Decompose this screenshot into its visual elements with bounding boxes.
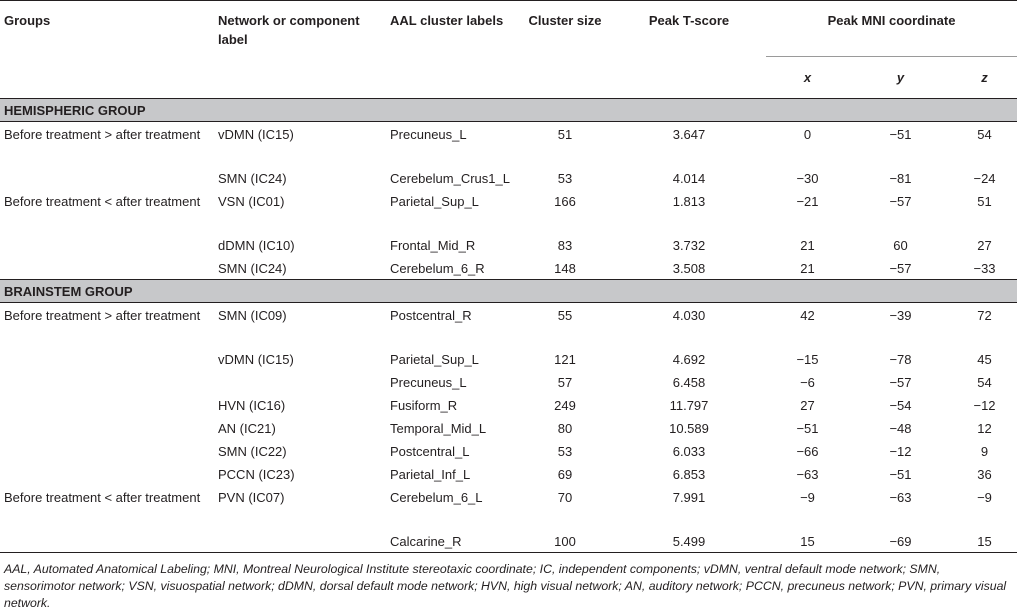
x-cell: 21	[800, 261, 815, 276]
header-peak-t-score: Peak T-score	[648, 13, 730, 28]
x-cell: 21	[800, 238, 815, 253]
z-cell: −33	[973, 261, 996, 276]
aal-cell: Cerebelum_6_L	[390, 490, 483, 505]
network-cell	[214, 529, 386, 553]
x-cell: −15	[796, 352, 819, 367]
header-x: x	[766, 57, 849, 99]
group-cell	[0, 439, 214, 462]
header-network: Network or component label	[218, 13, 360, 47]
y-cell: −12	[889, 444, 912, 459]
peak-t-cell: 1.813	[672, 194, 706, 209]
peak-t-cell: 5.499	[612, 529, 766, 553]
section-header-row	[0, 99, 1017, 122]
cluster-size-cell: 70	[557, 490, 573, 505]
section-title: BRAINSTEM GROUP	[0, 280, 1017, 303]
network-cell: SMN (IC22)	[218, 444, 287, 459]
cluster-size-cell: 51	[557, 127, 573, 142]
table-row	[0, 529, 1017, 553]
aal-cell: Precuneus_L	[390, 127, 467, 142]
y-cell: −51	[889, 467, 912, 482]
cluster-size-cell: 57	[557, 375, 573, 390]
z-cell: −12	[973, 398, 996, 413]
network-cell: SMN (IC09)	[218, 308, 287, 323]
z-cell: 45	[977, 352, 992, 367]
y-cell: −57	[889, 375, 912, 390]
z-cell: 72	[977, 308, 992, 323]
x-cell: −30	[796, 171, 819, 186]
group-cell	[0, 233, 214, 256]
cluster-size-cell: 69	[557, 467, 573, 482]
cluster-size-cell: 100	[518, 529, 612, 553]
header-groups: Groups	[4, 13, 51, 28]
network-cell: SMN (IC24)	[218, 261, 287, 276]
x-cell: −51	[796, 421, 819, 436]
cluster-size-cell: 148	[554, 261, 576, 276]
y-cell: −63	[889, 490, 912, 505]
peak-t-cell: 10.589	[669, 421, 709, 436]
peak-t-cell: 3.508	[672, 261, 706, 276]
z-cell: 12	[977, 421, 992, 436]
x-cell: −21	[796, 194, 819, 209]
x-cell: −63	[796, 467, 819, 482]
group-cell: Before treatment > after treatment	[4, 308, 201, 323]
aal-cell: Temporal_Mid_L	[390, 421, 487, 436]
x-cell: 0	[803, 127, 812, 142]
header-y: y	[849, 57, 952, 99]
peak-t-cell: 3.732	[672, 238, 706, 253]
network-cell: VSN (IC01)	[218, 194, 285, 209]
y-cell: −54	[889, 398, 912, 413]
table-row	[0, 233, 1017, 256]
z-cell: −24	[973, 171, 996, 186]
cluster-size-cell: 83	[557, 238, 573, 253]
section-title: HEMISPHERIC GROUP	[0, 99, 1017, 122]
section-header-row	[0, 280, 1017, 303]
table-row	[0, 347, 1017, 370]
network-cell	[214, 370, 386, 393]
table-row	[0, 122, 1017, 167]
y-cell: −48	[889, 421, 912, 436]
table-footnote: AAL, Automated Anatomical Labeling; MNI, Montreal Neurological Institute stereotaxic coordinate; IC, independent components; vDMN, ventral default mode network; SMN, sensorimotor network; VSN, visuospatial network; dDMN, dorsal default mode network; HVN, high visual network; AN, auditory network; PCCN, precuneus network; PVN, primary visual network.	[4, 562, 1007, 610]
z-cell: 9	[980, 444, 989, 459]
aal-cell: Parietal_Sup_L	[390, 194, 479, 209]
y-cell: −39	[889, 308, 912, 323]
z-cell: 15	[952, 529, 1017, 553]
cluster-size-cell: 53	[557, 171, 573, 186]
header-row	[0, 1, 1017, 57]
table-row	[0, 166, 1017, 189]
z-cell: 54	[977, 127, 992, 142]
y-cell: −57	[889, 261, 912, 276]
cluster-size-cell: 80	[557, 421, 573, 436]
aal-cell: Postcentral_R	[390, 308, 472, 323]
x-cell: −6	[800, 375, 815, 390]
z-cell: 54	[977, 375, 992, 390]
z-cell: 51	[977, 194, 992, 209]
aal-cell: Calcarine_R	[386, 529, 518, 553]
table-row	[0, 303, 1017, 348]
network-cell: PCCN (IC23)	[218, 467, 295, 482]
table-row	[0, 462, 1017, 485]
peak-t-cell: 6.458	[672, 375, 706, 390]
network-cell: vDMN (IC15)	[218, 352, 294, 367]
aal-cell: Parietal_Sup_L	[390, 352, 479, 367]
peak-t-cell: 7.991	[672, 490, 706, 505]
group-cell	[0, 416, 214, 439]
table-row	[0, 189, 1017, 233]
peak-t-cell: 6.853	[672, 467, 706, 482]
y-cell: −57	[889, 194, 912, 209]
z-cell: 27	[977, 238, 992, 253]
group-cell	[0, 166, 214, 189]
header-aal: AAL cluster labels	[390, 13, 504, 28]
header-cluster-size: Cluster size	[528, 13, 602, 28]
group-cell	[0, 462, 214, 485]
x-cell: 42	[800, 308, 815, 323]
network-cell: dDMN (IC10)	[218, 238, 295, 253]
network-cell: SMN (IC24)	[218, 171, 287, 186]
x-cell: −66	[796, 444, 819, 459]
table-row	[0, 393, 1017, 416]
y-cell: −78	[889, 352, 912, 367]
y-cell: −51	[889, 127, 912, 142]
peak-t-cell: 4.692	[672, 352, 706, 367]
y-cell: −69	[849, 529, 952, 553]
network-cell: HVN (IC16)	[218, 398, 286, 413]
network-cell: AN (IC21)	[218, 421, 276, 436]
aal-cell: Cerebelum_6_R	[390, 261, 485, 276]
table-row	[0, 485, 1017, 529]
peak-t-cell: 4.014	[672, 171, 706, 186]
y-cell: −81	[889, 171, 912, 186]
results-table	[0, 1, 1017, 553]
cluster-size-cell: 53	[557, 444, 573, 459]
cluster-size-cell: 166	[554, 194, 576, 209]
cluster-size-cell: 121	[554, 352, 576, 367]
aal-cell: Parietal_Inf_L	[390, 467, 471, 482]
group-cell	[0, 347, 214, 370]
peak-t-cell: 3.647	[672, 127, 706, 142]
table-row	[0, 439, 1017, 462]
aal-cell: Fusiform_R	[390, 398, 458, 413]
x-cell: 15	[766, 529, 849, 553]
x-cell: 27	[800, 398, 815, 413]
group-cell: Before treatment < after treatment	[4, 194, 201, 209]
y-cell: 60	[893, 238, 908, 253]
cluster-size-cell: 55	[557, 308, 573, 323]
table-row	[0, 256, 1017, 280]
z-cell: 36	[977, 467, 992, 482]
header-z: z	[952, 57, 1017, 99]
network-cell: PVN (IC07)	[218, 490, 285, 505]
cluster-size-cell: 249	[554, 398, 576, 413]
z-cell: −9	[977, 490, 992, 505]
peak-t-cell: 11.797	[669, 398, 709, 413]
aal-cell: Frontal_Mid_R	[390, 238, 476, 253]
table-row	[0, 370, 1017, 393]
group-cell	[0, 529, 214, 553]
peak-t-cell: 4.030	[672, 308, 706, 323]
x-cell: −9	[800, 490, 815, 505]
header-peak-mni: Peak MNI coordinate	[766, 1, 1017, 57]
group-cell: Before treatment > after treatment	[4, 127, 201, 142]
group-cell: Before treatment < after treatment	[4, 490, 201, 505]
peak-t-cell: 6.033	[672, 444, 706, 459]
aal-cell: Postcentral_L	[390, 444, 470, 459]
table-row	[0, 416, 1017, 439]
aal-cell: Precuneus_L	[390, 375, 467, 390]
group-cell	[0, 393, 214, 416]
group-cell	[0, 370, 214, 393]
table-body	[0, 99, 1017, 553]
group-cell	[0, 256, 214, 280]
network-cell: vDMN (IC15)	[218, 127, 294, 142]
aal-cell: Cerebelum_Crus1_L	[390, 171, 510, 186]
